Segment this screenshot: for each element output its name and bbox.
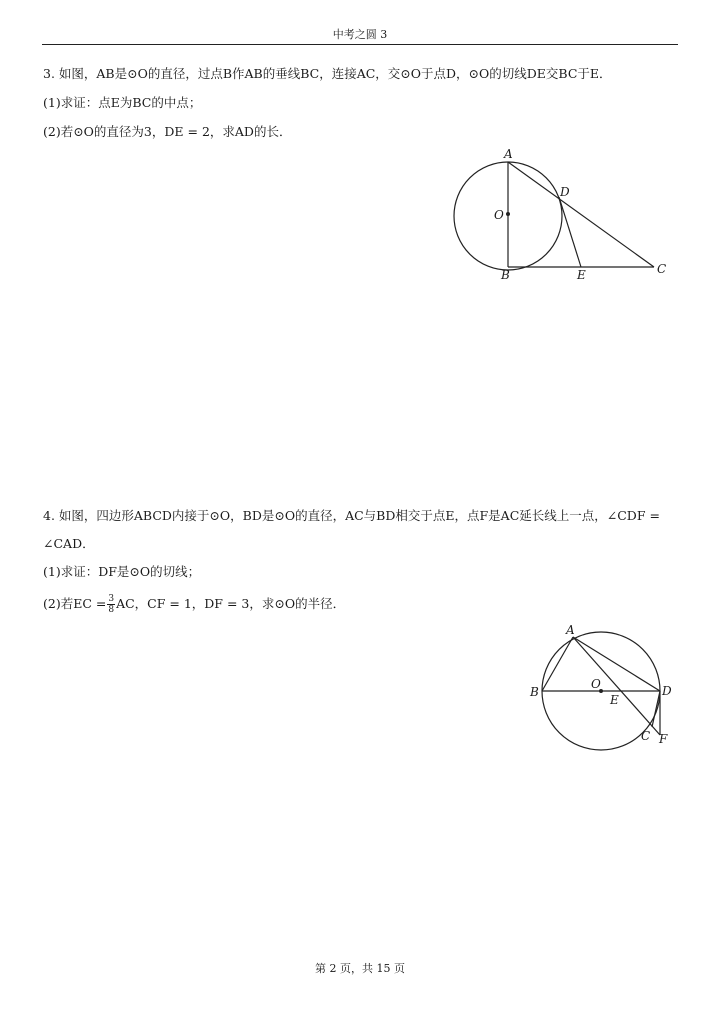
p4-label-b: B xyxy=(530,685,539,699)
problem4-part1: (1)求证：DF是⊙O的切线； xyxy=(43,564,201,579)
page-footer xyxy=(0,960,720,976)
problem3-stem: 3. 如图，AB是⊙O的直径，过点B作AB的垂线BC，连接AC，交⊙O于点D，⊙O的切线DE交BC于E． xyxy=(43,66,612,81)
p4-label-c: C xyxy=(641,729,651,743)
p3-segment-ac xyxy=(508,162,654,267)
p3-label-c: C xyxy=(657,262,667,276)
problem3-part1: (1)求证：点E为BC的中点； xyxy=(43,95,202,110)
p4-label-a: A xyxy=(566,623,575,637)
p4-fraction xyxy=(107,594,115,615)
p3-center-dot xyxy=(506,212,510,216)
p4-segment-dc xyxy=(652,691,660,727)
problem4-stem-line2: ∠CAD． xyxy=(43,536,95,551)
p4-segment-af xyxy=(573,637,660,735)
p4-segment-ab xyxy=(542,637,573,691)
p3-label-d: D xyxy=(560,185,570,199)
problem3-part2: (2)若⊙O的直径为3，DE = 2，求AD的长． xyxy=(43,124,292,139)
p4-label-f: F xyxy=(659,732,668,746)
p4-segment-ad xyxy=(573,637,660,691)
p4-part2-suffix: AC，CF = 1，DF = 3，求⊙O的半径． xyxy=(116,596,346,611)
p3-segment-de xyxy=(559,197,581,267)
page-header xyxy=(42,26,678,45)
p3-label-a: A xyxy=(504,147,513,161)
p4-label-d: D xyxy=(662,684,672,698)
p3-label-o: O xyxy=(494,208,504,222)
problem4-part2 xyxy=(43,594,345,615)
p4-part2-prefix: (2)若EC = xyxy=(43,596,107,611)
p4-label-o: O xyxy=(591,677,601,691)
problem4-figure xyxy=(528,622,688,757)
p4-fraction-den: 8 xyxy=(108,605,115,615)
p4-label-e: E xyxy=(610,693,619,707)
footer-page-text: 第 2 页，共 15 页 xyxy=(315,962,405,975)
p3-label-e: E xyxy=(577,268,586,281)
p3-label-b: B xyxy=(501,268,510,281)
problem4-stem-line1: 4. 如图，四边形ABCD内接于⊙O，BD是⊙O的直径，AC与BD相交于点E，点F是AC延长线上一点，∠CDF = xyxy=(43,508,660,523)
p4-fraction-num: 3 xyxy=(108,594,115,604)
problem3-figure xyxy=(448,146,678,281)
header-title: 中考之圆 3 xyxy=(332,28,388,41)
